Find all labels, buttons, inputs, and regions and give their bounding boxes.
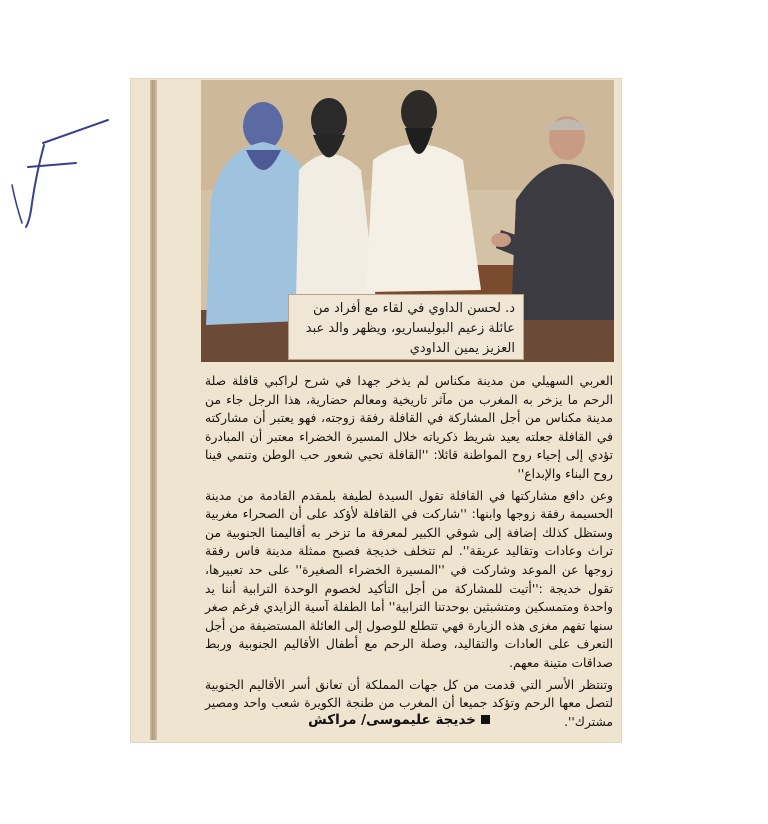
handwritten-f-mark (8, 115, 118, 235)
caption-line: العزيز يمين الداودي (409, 341, 515, 356)
byline-text: خديجة عليموسى/ مراكش (308, 712, 476, 728)
photo-caption (288, 294, 524, 360)
caption-line: د. لحسن الداوي في لقاء مع أفراد من (313, 301, 515, 316)
square-bullet-icon (481, 715, 490, 724)
article-body (205, 372, 613, 734)
caption-line: عائلة زعيم البوليساريو، ويظهر والد عبد (305, 321, 515, 336)
article-byline (300, 712, 490, 728)
fold-line (150, 80, 157, 740)
article-paragraph: وعن دافع مشاركتها في القافلة تقول السيدة لطيفة بلمقدم القادمة من مدينة الحسيمة رفقة زوجها وابنها: ''شاركت في القافلة لأؤكد على أن الصحراء مغربية وستظل كذلك إضافة إلى شوقي الكبير لمعرفة ما تزخر به أقاليمنا الجنوبية من تراث وعادات وتقاليد عريقة''. لم تتخلف خديجة فصبح ممثلة مدينة فاس رفقة زوجها عن الموعد وشاركت في ''المسيرة الخضراء الصغيرة'' على حد تعبيرها، تقول خديجة :''أتيت للمشاركة من أجل التأكيد لخصوم الوحدة الترابية أننا يد واحدة ومتمسكين ومتشبثين بوحدتنا الترابية'' أما الطفلة آسية الزايدي فرغم صغر سنها تفهم مغزى هذه الزيارة فهي تتطلع للوصول إلى العائلة المستضيفة من أجل التعرف على العادات والتقاليد، وصلة الرحم مع أطفال الأقاليم الجنوبية وربط صداقات متينة معهم. (205, 488, 613, 670)
article-paragraph: العربي السهيلي من مدينة مكناس لم يذخر جهدا في شرح لراكبي قافلة صلة الرحم ما يزخر به المغرب من مآثر تاريخية ومعالم حضارية، هذا الرجل جاء من مدينة مكناس من أجل المشاركة في القافلة رفقة زوجته، فهو يعتبر أن مشاركته في القافلة جعلته يعيد شريط ذكرياته خلال المسيرة الخضراء معتبر أن المبادرة تؤدي إلى إحياء روح المواطنة قائلا: ''القافلة تحيي شعور حب الوطن وتنمي فينا روح البناء والإبداع'' (205, 374, 613, 481)
article-paragraph: وتنتظر الأسر التي قدمت من كل جهات المملكة أن تعانق أسر الأقاليم الجنوبية لتصل معها الرحم وتؤكد جميعا أن المغرب من طنجة الكويرة شعب واحد ومصير مشترك''. (205, 677, 613, 729)
